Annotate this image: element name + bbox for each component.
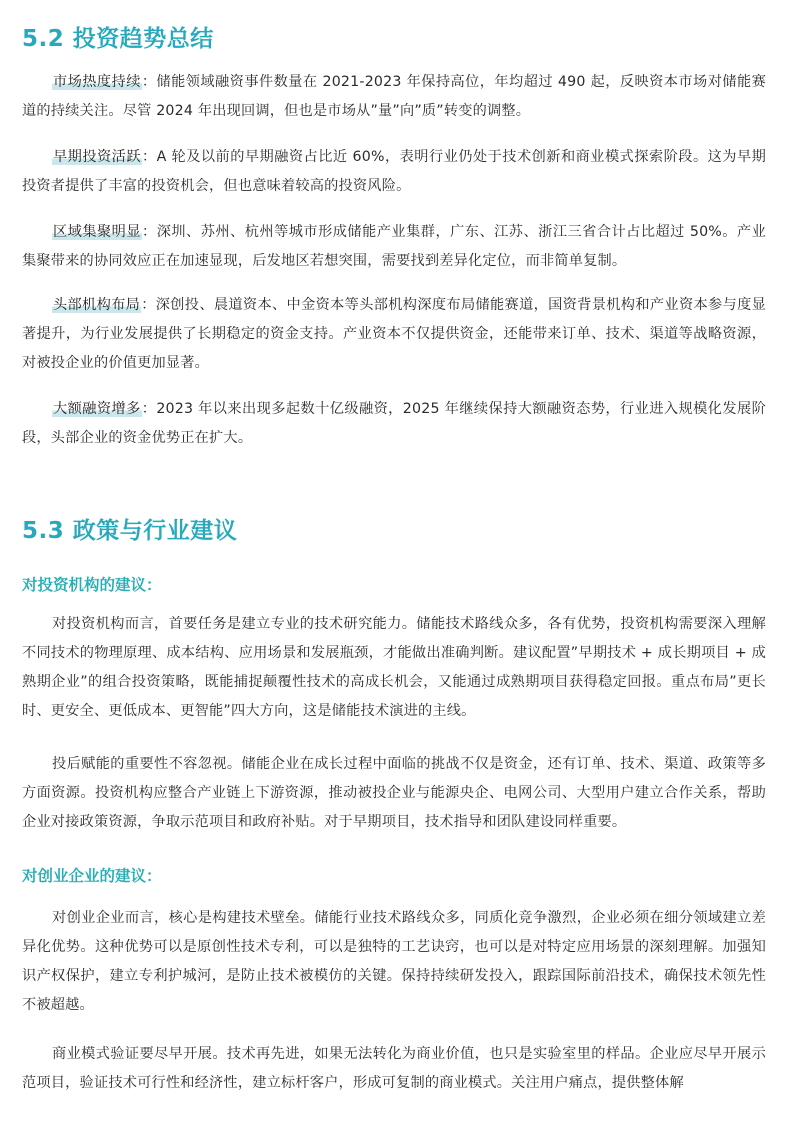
summary-item-leading-institutions [22, 291, 766, 378]
summary-item-market-heat [22, 68, 766, 126]
startup-advice-paragraph-1: 对创业企业而言，核心是构建技术壁垒。储能行业技术路线众多，同质化竞争激烈，企业必须在细分领域建立差异化优势。这种优势可以是原创性技术专利，可以是独特的工艺诀窍，也可以是对特定应用场景的深刻理解。加强知识产权保护，建立专利护城河，是防止技术被模仿的关键。保持持续研发投入，跟踪国际前沿技术，确保技术领先性不被超越。 [22, 910, 766, 1013]
section-title-5-2: 5.2 投资趋势总结 [22, 26, 214, 52]
summary-item-large-financing [22, 395, 766, 453]
startup-advice-paragraph-2: 商业模式验证要尽早开展。技术再先进，如果无法转化为商业价值，也只是实验室里的样品。企业应尽早开展示范项目，验证技术可行性和经济性，建立标杆客户，形成可复制的商业模式。关注用户痛点，提供整体解 [22, 1046, 766, 1091]
summary-keyword: 头部机构布局 [53, 297, 141, 313]
summary-text: ：深创投、晨道资本、中金资本等头部机构深度布局储能赛道，国资背景机构和产业资本参与度显著提升，为行业发展提供了长期稳定的资金支持。产业资本不仅提供资金，还能带来订单、技术、渠道等战略资源，对被投企业的价值更加显著。 [22, 297, 766, 371]
summary-keyword: 市场热度持续 [53, 74, 141, 90]
summary-keyword: 大额融资增多 [53, 401, 141, 417]
summary-keyword: 早期投资活跃 [53, 149, 141, 165]
section-title-5-3: 5.3 政策与行业建议 [22, 518, 238, 544]
summary-text: ：A 轮及以前的早期融资占比近 60%，表明行业仍处于技术创新和商业模式探索阶段。这为早期投资者提供了丰富的投资机会，但也意味着较高的投资风险。 [22, 149, 766, 194]
summary-text: ：储能领域融资事件数量在 2021-2023 年保持高位，年均超过 490 起，反映资本市场对储能赛道的持续关注。尽管 2024 年出现回调，但也是市场从”量”向”质”转变的调整。 [22, 74, 767, 119]
summary-item-early-investment [22, 143, 766, 201]
summary-item-regional-cluster [22, 218, 766, 276]
investor-advice-paragraph-1: 对投资机构而言，首要任务是建立专业的技术研究能力。储能技术路线众多，各有优势，投资机构需要深入理解不同技术的物理原理、成本结构、应用场景和发展瓶颈，才能做出准确判断。建议配置”早期技术 + 成长期项目 + 成熟期企业”的组合投资策略，既能捕捉颠覆性技术的高成长机会，又能通过成熟期项目获得稳定回报。重点布局”更长时、更安全、更低成本、更智能”四大方向，这是储能技术演进的主线。 [22, 616, 766, 719]
summary-text: ：深圳、苏州、杭州等城市形成储能产业集群，广东、江苏、浙江三省合计占比超过 50%。产业集聚带来的协同效应正在加速显现，后发地区若想突围，需要找到差异化定位，而非简单复制。 [22, 224, 766, 269]
startup-advice-heading: 对创业企业的建议： [22, 867, 162, 885]
investor-advice-paragraph-2: 投后赋能的重要性不容忽视。储能企业在成长过程中面临的挑战不仅是资金，还有订单、技术、渠道、政策等多方面资源。投资机构应整合产业链上下游资源，推动被投企业与能源央企、电网公司、大型用户建立合作关系，帮助企业对接政策资源，争取示范项目和政府补贴。对于早期项目，技术指导和团队建设同样重要。 [22, 756, 766, 830]
investor-advice-heading: 对投资机构的建议： [22, 576, 162, 594]
summary-keyword: 区域集聚明显 [53, 224, 142, 240]
summary-text: ：2023 年以来出现多起数十亿级融资，2025 年继续保持大额融资态势，行业进入规模化发展阶段，头部企业的资金优势正在扩大。 [22, 401, 766, 446]
